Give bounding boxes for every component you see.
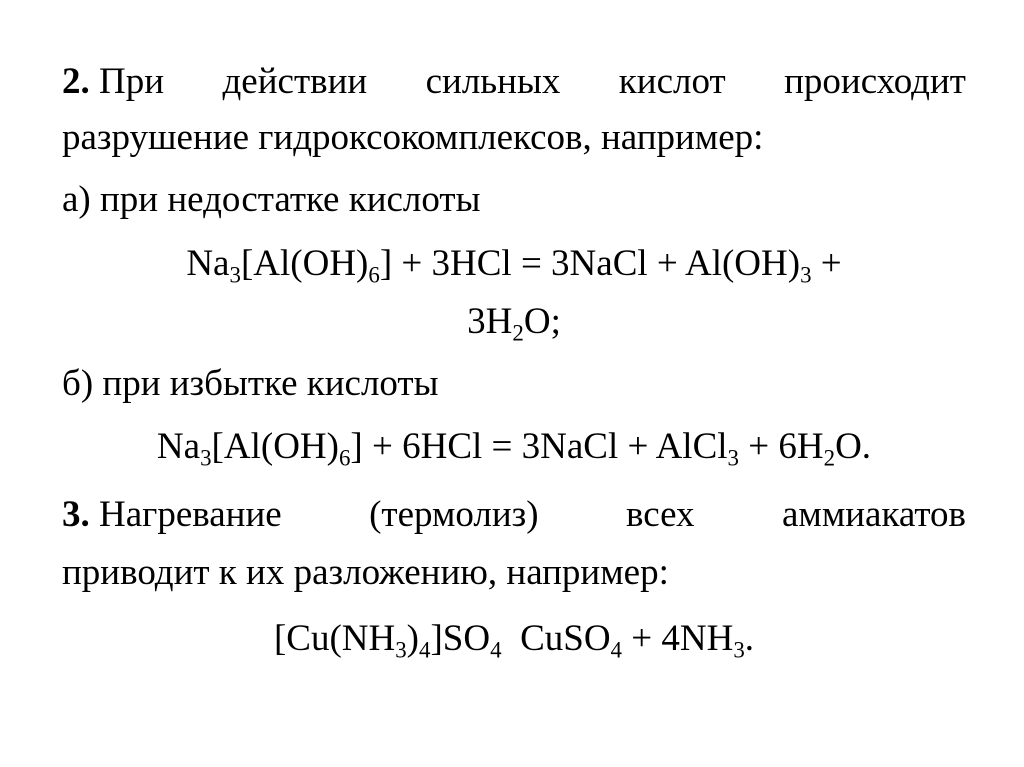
formula-subscript: 3 [733, 637, 745, 663]
case-a-equation-line2 [62, 300, 966, 344]
formula-subscript: 3 [800, 262, 812, 288]
formula-part: + [811, 243, 842, 284]
section3-equation [62, 617, 966, 661]
formula-part: ] + 6HCl = 3NaCl + AlCl [350, 426, 728, 467]
formula-subscript: 3 [200, 445, 212, 471]
formula-part: 3H [467, 301, 513, 342]
formula-part: Na [156, 426, 201, 467]
formula-part: + 4NH [622, 618, 734, 659]
case-b-equation [62, 425, 966, 469]
section2-line2: разрушение гидроксокомплексов, например: [62, 117, 764, 158]
formula-part: O. [835, 426, 872, 467]
formula-part: ) [406, 618, 419, 659]
formula-subscript: 4 [490, 637, 502, 663]
formula-subscript: 6 [368, 262, 380, 288]
formula-part: [Cu(NH [273, 618, 396, 659]
section3-word: всех [626, 494, 695, 535]
section3-number: 3. [62, 494, 90, 535]
formula-part: + 6H [739, 426, 824, 467]
section2-word: действии [222, 61, 368, 102]
formula-part: [Al(OH) [240, 243, 369, 284]
formula-subscript: 4 [610, 637, 623, 663]
formula-part: ]SO [430, 618, 491, 659]
case-a-label: а) при недостатке кислоты [62, 179, 481, 220]
formula-subscript: 3 [395, 637, 407, 663]
formula-part: ] + 3HCl = 3NaCl + Al(OH) [379, 243, 801, 284]
section3-heading [62, 493, 282, 537]
section3-line2: приводит к их разложению, например: [62, 552, 669, 593]
formula-subscript: 4 [419, 637, 431, 663]
section3-word: (термолиз) [369, 494, 539, 535]
section2-line1 [62, 60, 966, 104]
section3-word: Нагревание [99, 494, 282, 535]
formula-part: Na [186, 243, 230, 284]
formula-part: . [744, 618, 755, 659]
section2-word: сильных [425, 61, 561, 102]
formula-subscript: 2 [512, 320, 524, 346]
section3-line1 [62, 493, 966, 537]
formula-subscript: 2 [823, 445, 836, 471]
formula-part: O; [523, 301, 561, 342]
case-b-label: б) при избытке кислоты [62, 363, 439, 404]
section3-word: аммиакатов [781, 494, 966, 535]
section2-word: кислот [618, 61, 726, 102]
section2-word: При [99, 61, 165, 102]
case-a-equation-line1 [62, 242, 966, 286]
formula-subscript: 3 [229, 262, 241, 288]
section2-number: 2. [62, 61, 90, 102]
section2-heading [62, 60, 164, 104]
formula-part: [Al(OH) [211, 426, 339, 467]
formula-part: CuSO [501, 618, 611, 659]
formula-subscript: 6 [338, 445, 351, 471]
formula-subscript: 3 [727, 445, 740, 471]
section2-word: происходит [784, 61, 966, 102]
